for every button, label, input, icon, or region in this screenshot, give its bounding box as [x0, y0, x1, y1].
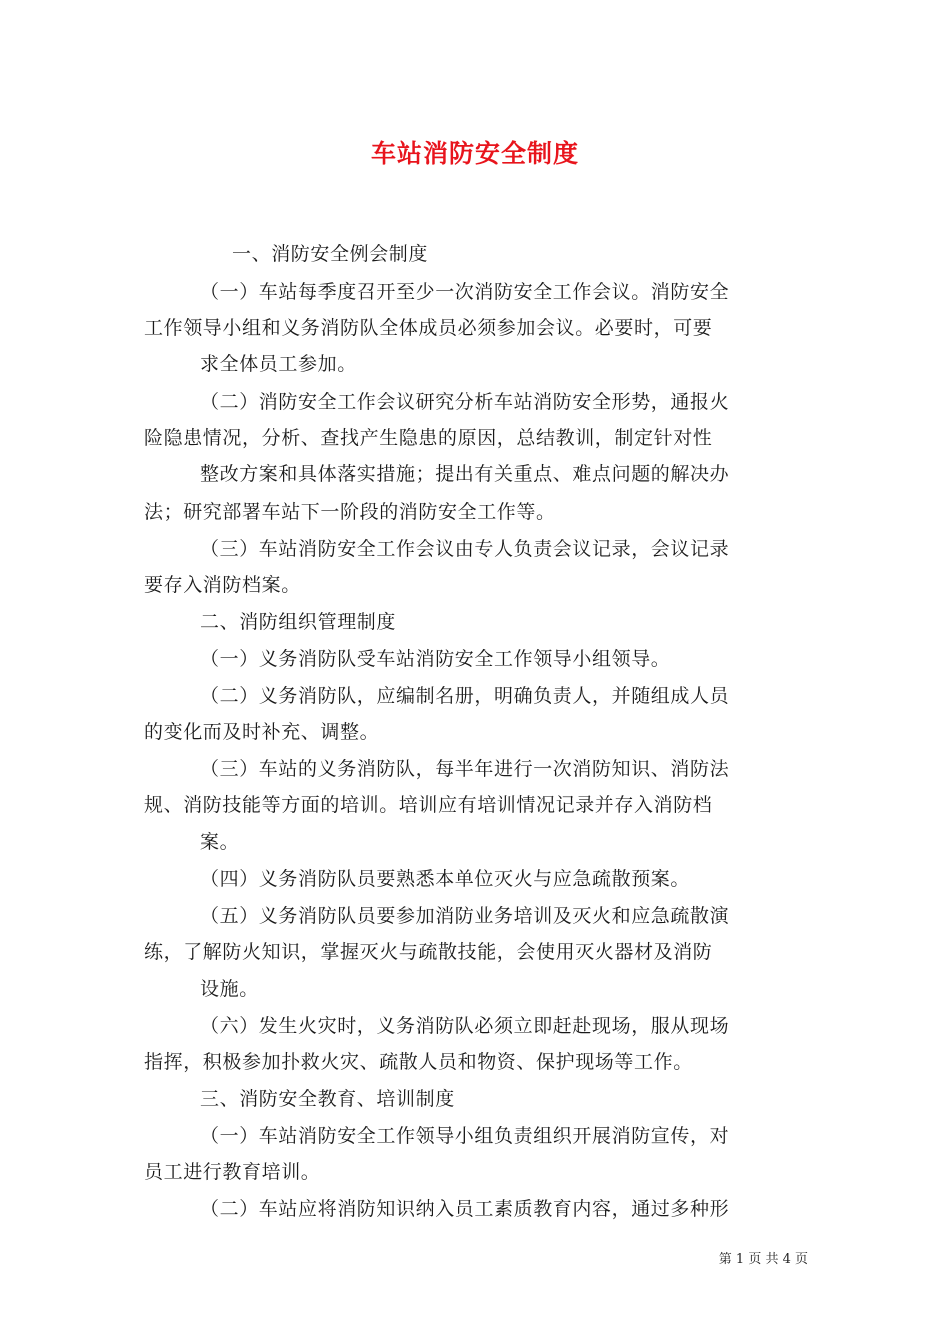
paragraph-line: 求全体员工参加。 — [200, 353, 357, 375]
page-number: 第 1 页 共 4 页 — [718, 1252, 808, 1267]
paragraph-line: 设施。 — [200, 978, 259, 1000]
section-heading: 二、消防组织管理制度 — [200, 611, 397, 633]
paragraph-line: （六）发生火灾时，义务消防队必须立即赶赴现场，服从现场 — [200, 1015, 730, 1037]
section-heading: 三、消防安全教育、培训制度 — [200, 1088, 455, 1110]
paragraph-line: 要存入消防档案。 — [144, 574, 301, 596]
paragraph-line: 指挥，积极参加扑救火灾、疏散人员和物资、保护现场等工作。 — [144, 1051, 693, 1073]
section-heading: 一、消防安全例会制度 — [232, 243, 429, 265]
paragraph-line: （五）义务消防队员要参加消防业务培训及灭火和应急疏散演 — [200, 905, 730, 927]
paragraph-line: 法；研究部署车站下一阶段的消防安全工作等。 — [144, 501, 556, 523]
paragraph-line: （二）义务消防队，应编制名册，明确负责人，并随组成人员 — [200, 685, 730, 707]
paragraph-line: （三）车站消防安全工作会议由专人负责会议记录，会议记录 — [200, 538, 730, 560]
paragraph-line: 规、消防技能等方面的培训。培训应有培训情况记录并存入消防档 — [144, 794, 713, 816]
paragraph-line: 工作领导小组和义务消防队全体成员必须参加会议。必要时，可要 — [144, 317, 713, 339]
paragraph-line: （三）车站的义务消防队，每半年进行一次消防知识、消防法 — [200, 758, 730, 780]
paragraph-line: 员工进行教育培训。 — [144, 1161, 321, 1183]
paragraph-line: （二）消防安全工作会议研究分析车站消防安全形势，通报火 — [200, 391, 730, 413]
paragraph-line: 整改方案和具体落实措施；提出有关重点、难点问题的解决办 — [200, 463, 730, 485]
paragraph-line: （二）车站应将消防知识纳入员工素质教育内容，通过多种形 — [200, 1198, 730, 1220]
paragraph-line: 险隐患情况，分析、查找产生隐患的原因，总结教训，制定针对性 — [144, 427, 713, 449]
paragraph-line: 练，了解防火知识，掌握灭火与疏散技能，会使用灭火器材及消防 — [144, 941, 713, 963]
paragraph-line: （四）义务消防队员要熟悉本单位灭火与应急疏散预案。 — [200, 868, 691, 890]
document-title: 车站消防安全制度 — [370, 139, 579, 168]
paragraph-line: （一）义务消防队受车站消防安全工作领导小组领导。 — [200, 648, 671, 670]
paragraph-line: 案。 — [200, 831, 240, 853]
paragraph-line: 的变化而及时补充、调整。 — [144, 721, 380, 743]
paragraph-line: （一）车站每季度召开至少一次消防安全工作会议。消防安全 — [200, 281, 730, 303]
paragraph-line: （一）车站消防安全工作领导小组负责组织开展消防宣传，对 — [200, 1125, 730, 1147]
